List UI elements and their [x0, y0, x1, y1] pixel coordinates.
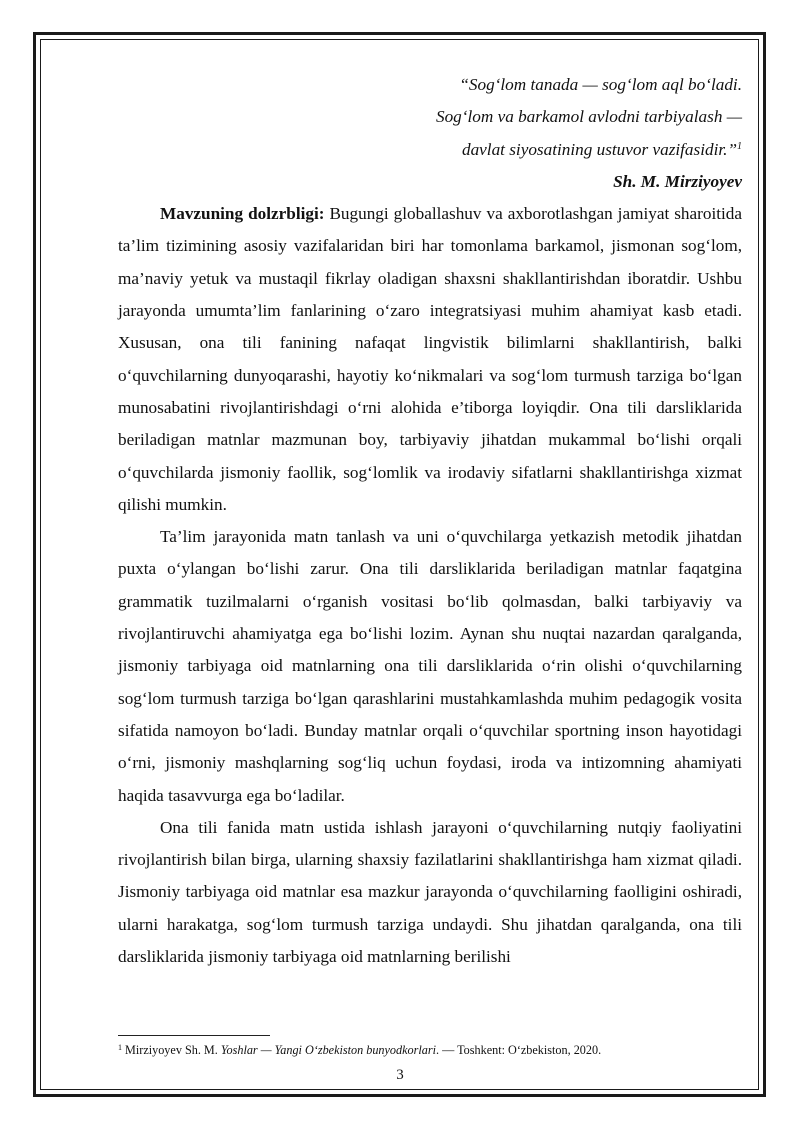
paragraph-text: Bugungi globallashuv va axborotlashgan jamiyat sharoitida ta’lim tizimining asosiy vazifalaridan biri har tomonlama barkamol, jismonan sog‘lom, ma’naviy yetuk va mustaqil fikrlay oladigan shaxsni shakllantirishdan iboratdir. Ushbu jarayonda umumta’lim fanlarining o‘zaro integratsiyasi muhim ahamiyat kasb etadi. Xususan, ona tili fanining nafaqat lingvistik bilimlarni shakllantirish, balki o‘quvchilarning dunyoqarashi, hayotiy ko‘nikmalari va sog‘lom turmush tarziga bo‘lgan munosabatini rivojlantirishdagi o‘rni alohida e’tiborga loyiqdir. Ona tili darsliklarida beriladigan matnlar mazmunan boy, tarbiyaviy jihatdan mukammal bo‘lishi orqali o‘quvchilarda jismoniy faollik, sog‘lomlik va irodaviy sifatlarni shakllantirishga xizmat qilishi mumkin.: [118, 204, 742, 514]
footnote-publication: . — Toshkent: O‘zbekiston, 2020.: [435, 1043, 602, 1057]
epigraph-line: Sog‘lom va barkamol avlodni tarbiyalash —: [435, 107, 742, 127]
page-number: 3: [396, 1067, 404, 1083]
footnote-author: Mirziyoyev Sh. M.: [125, 1043, 221, 1057]
paragraph-lead: Mavzuning dolzrbligi:: [160, 204, 325, 224]
paragraph-text: Ona tili fanida matn ustida ishlash jarayoni o‘quvchilarning nutqiy faoliyatini rivojlantirish bilan birga, ularning shaxsiy fazilatlarini shakllantirishga ham xizmat qiladi. Jismoniy tarbiyaga oid matnlar esa mazkur jarayonda o‘quvchilarning faolligini oshiradi, ularni harakatga, sog‘lom turmush tarziga undaydi. Shu jihatdan qaralganda, ona tili darsliklarida jismoniy tarbiyaga oid matnlarning berilishi: [118, 817, 742, 967]
page-content: [118, 69, 742, 973]
footnote-separator: [118, 1035, 270, 1036]
body-paragraph: [118, 521, 742, 812]
body-paragraph: [118, 198, 742, 521]
epigraph: [118, 69, 742, 166]
epigraph-line-text: davlat siyosatining ustuvor vazifasidir.”: [461, 139, 737, 159]
footnote-title: Yoshlar — Yangi O‘zbekiston bunyodkorlari: [220, 1043, 436, 1057]
footnote-reference[interactable]: 1: [737, 140, 742, 152]
paragraph-text: Ta’lim jarayonida matn tanlash va uni o‘quvchilarga yetkazish metodik jihatdan puxta o‘ylangan bo‘lishi zarur. Ona tili darsliklarida beriladigan matnlar faqatgina grammatik tuzilmalarni o‘rganish vositasi bo‘lib qolmasdan, balki tarbiyaviy va rivojlantiruvchi ahamiyatga ega bo‘lishi lozim. Aynan shu nuqtai nazardan qaralganda, jismoniy tarbiyaga oid matnlarning ona tili darsliklarida o‘rin olishi o‘quvchilarning sog‘lom turmush tarziga bo‘lgan qarashlarini mustahkamlashda muhim pedagogik vosita sifatida namoyon bo‘ladi. Bunday matnlar orqali o‘quvchilar sportning inson hayotidagi o‘rni, jismoniy mashqlarning sog‘liq uchun foydasi, iroda va intizomning ahamiyati haqida tasavvurga ega bo‘ladilar.: [118, 527, 742, 805]
footnote: [118, 1040, 742, 1058]
body-paragraph: [118, 812, 742, 973]
epigraph-author: Sh. M. Mirziyoyev: [613, 171, 742, 191]
footnote-mark: 1: [118, 1043, 122, 1052]
epigraph-line: “Sog‘lom tanada — sog‘lom aql bo‘ladi.: [459, 75, 742, 94]
epigraph-line: [118, 134, 742, 166]
